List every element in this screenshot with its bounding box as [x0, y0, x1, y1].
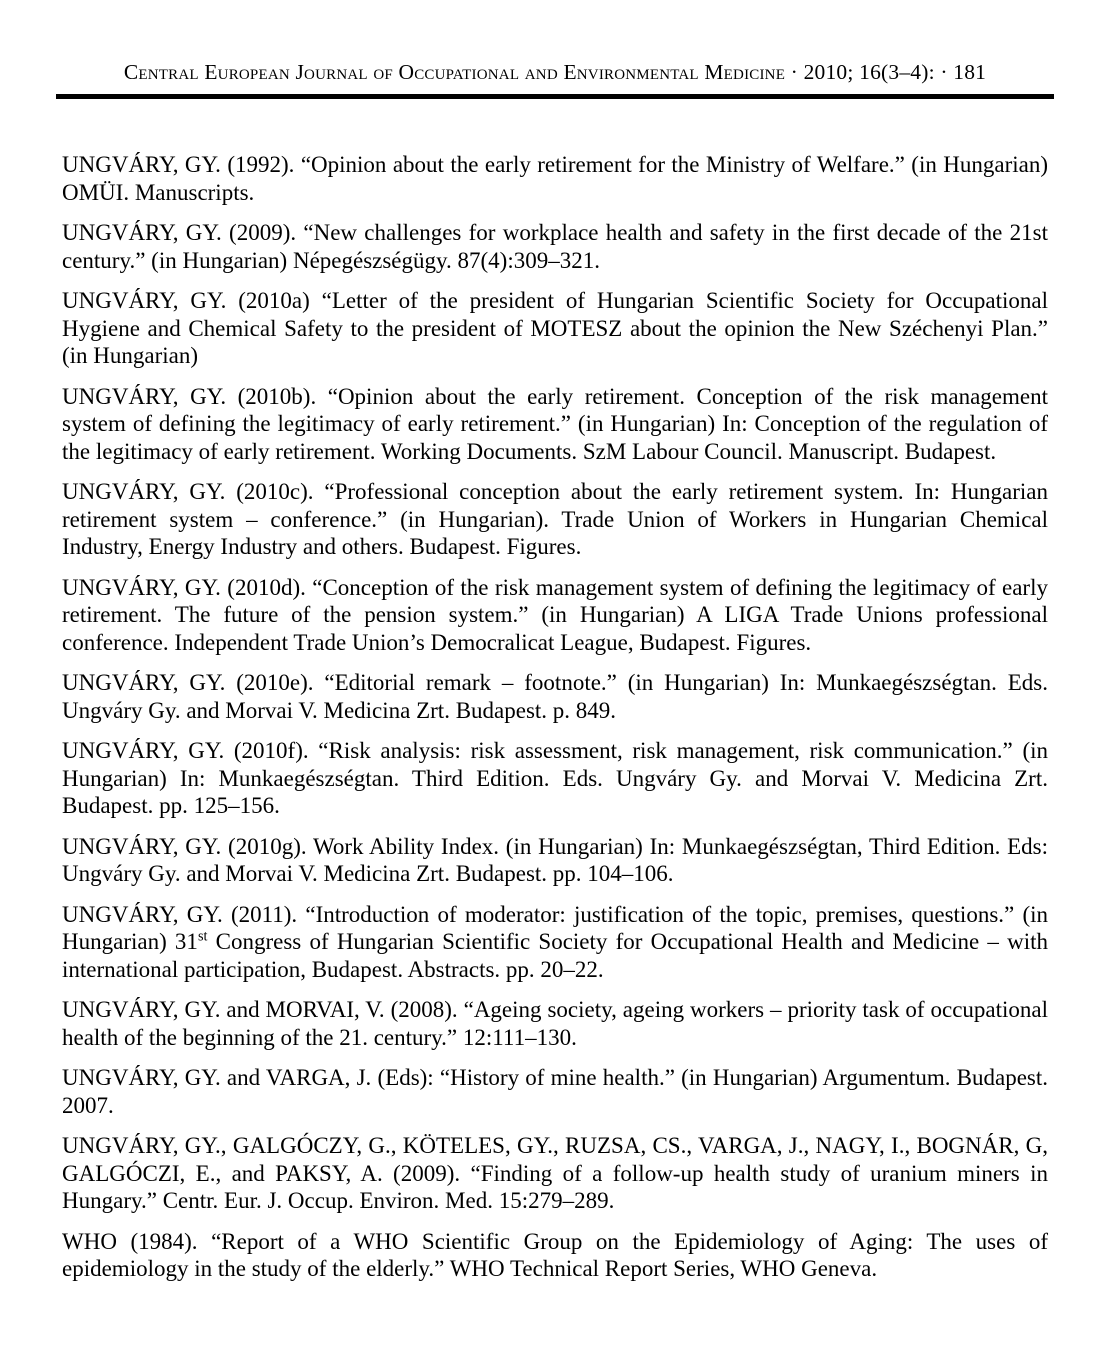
- reference-entry: [62, 1132, 1048, 1215]
- reference-entry: [62, 1064, 1048, 1119]
- reference-text: UNGVÁRY, GY. (2009). “New challenges for workplace health and safety in the first decade of the 21st century.” (in Hungarian) Népegészségügy. 87(4):309–321.: [62, 220, 1048, 273]
- reference-text: UNGVÁRY, GY. (2011). “Introduction of moderator: justification of the topic, premises, questions.” (in Hungarian) 31: [62, 901, 1048, 954]
- reference-entry: [62, 287, 1048, 370]
- page-header: [0, 0, 1110, 99]
- header-rule: [56, 94, 1054, 99]
- reference-text: UNGVÁRY, GY. and VARGA, J. (Eds): “History of mine health.” (in Hungarian) Argumentum. Budapest. 2007.: [62, 1065, 1048, 1118]
- journal-title-line: Central European Journal of Occupational and Environmental Medicine · 2010; 16(3–4): · 181: [123, 60, 987, 84]
- reference-text: UNGVÁRY, GY., GALGÓCZY, G., KÖTELES, GY., RUZSA, CS., VARGA, J., NAGY, I., BOGNÁR, G, GALGÓCZI, E., and PAKSY, A. (2009). “Finding of a follow-up health study of uranium miners in Hungary.” Centr. Eur. J. Occup. Environ. Med. 15:279–289.: [62, 1133, 1048, 1213]
- reference-entry: [62, 901, 1048, 984]
- reference-text: UNGVÁRY, GY. (2010a) “Letter of the president of Hungarian Scientific Society for Occupational Hygiene and Chemical Safety to the president of MOTESZ about the opinion the New Széchenyi Plan.” (in Hungarian): [62, 288, 1048, 368]
- reference-text: UNGVÁRY, GY. (2010d). “Conception of the risk management system of defining the legitimacy of early retirement. The future of the pension system.” (in Hungarian) A LIGA Trade Unions professional conference. Independent Trade Union’s Democralicat League, Budapest. Figures.: [62, 574, 1048, 655]
- reference-text: UNGVÁRY, GY. (2010g). Work Ability Index. (in Hungarian) In: Munkaegészségtan, Third Edition. Eds: Ungváry Gy. and Morvai V. Medicina Zrt. Budapest. pp. 104–106.: [62, 833, 1048, 886]
- reference-text: UNGVÁRY, GY. (2010c). “Professional conception about the early retirement system. In: Hungarian retirement system – conference.” (in Hungarian). Trade Union of Workers in Hungarian Chemical Industry, Energy Industry and others. Budapest. Figures.: [62, 479, 1048, 559]
- reference-entry: [62, 833, 1048, 888]
- reference-text: WHO (1984). “Report of a WHO Scientific Group on the Epidemiology of Aging: The uses of epidemiology in the study of the elderly.” WHO Technical Report Series, WHO Geneva.: [62, 1228, 1048, 1281]
- reference-entry: [62, 737, 1048, 820]
- reference-entry: [62, 151, 1048, 206]
- reference-superscript: st: [197, 928, 208, 945]
- reference-text: UNGVÁRY, GY. (1992). “Opinion about the early retirement for the Ministry of Welfare.” (in Hungarian) OMÜI. Manuscripts.: [62, 152, 1048, 205]
- references-list: [62, 151, 1048, 1283]
- reference-entry: [62, 478, 1048, 561]
- reference-entry: [62, 669, 1048, 724]
- reference-text: UNGVÁRY, GY. (2010e). “Editorial remark – footnote.” (in Hungarian) In: Munkaegészségtan. Eds. Ungváry Gy. and Morvai V. Medicina Zrt. Budapest. p. 849.: [62, 670, 1048, 723]
- reference-entry: [62, 383, 1048, 466]
- reference-entry: [62, 1228, 1048, 1283]
- reference-entry: [62, 574, 1048, 657]
- reference-text: UNGVÁRY, GY. and MORVAI, V. (2008). “Ageing society, ageing workers – priority task of occupational health of the beginning of the 21. century.” 12:111–130.: [62, 997, 1048, 1050]
- reference-entry: [62, 219, 1048, 274]
- reference-text: Congress of Hungarian Scientific Society for Occupational Health and Medicine – with international participation, Budapest. Abstracts. pp. 20–22.: [62, 929, 1048, 982]
- reference-text: UNGVÁRY, GY. (2010b). “Opinion about the early retirement. Conception of the risk management system of defining the legitimacy of early retirement.” (in Hungarian) In: Conception of the regulation of the legitimacy of early retirement. Working Documents. SzM Labour Council. Manuscript. Budapest.: [62, 383, 1048, 464]
- reference-text: UNGVÁRY, GY. (2010f). “Risk analysis: risk assessment, risk management, risk communication.” (in Hungarian) In: Munkaegészségtan. Third Edition. Eds. Ungváry Gy. and Morvai V. Medicina Zrt. Budapest. pp. 125–156.: [62, 738, 1048, 818]
- reference-entry: [62, 996, 1048, 1051]
